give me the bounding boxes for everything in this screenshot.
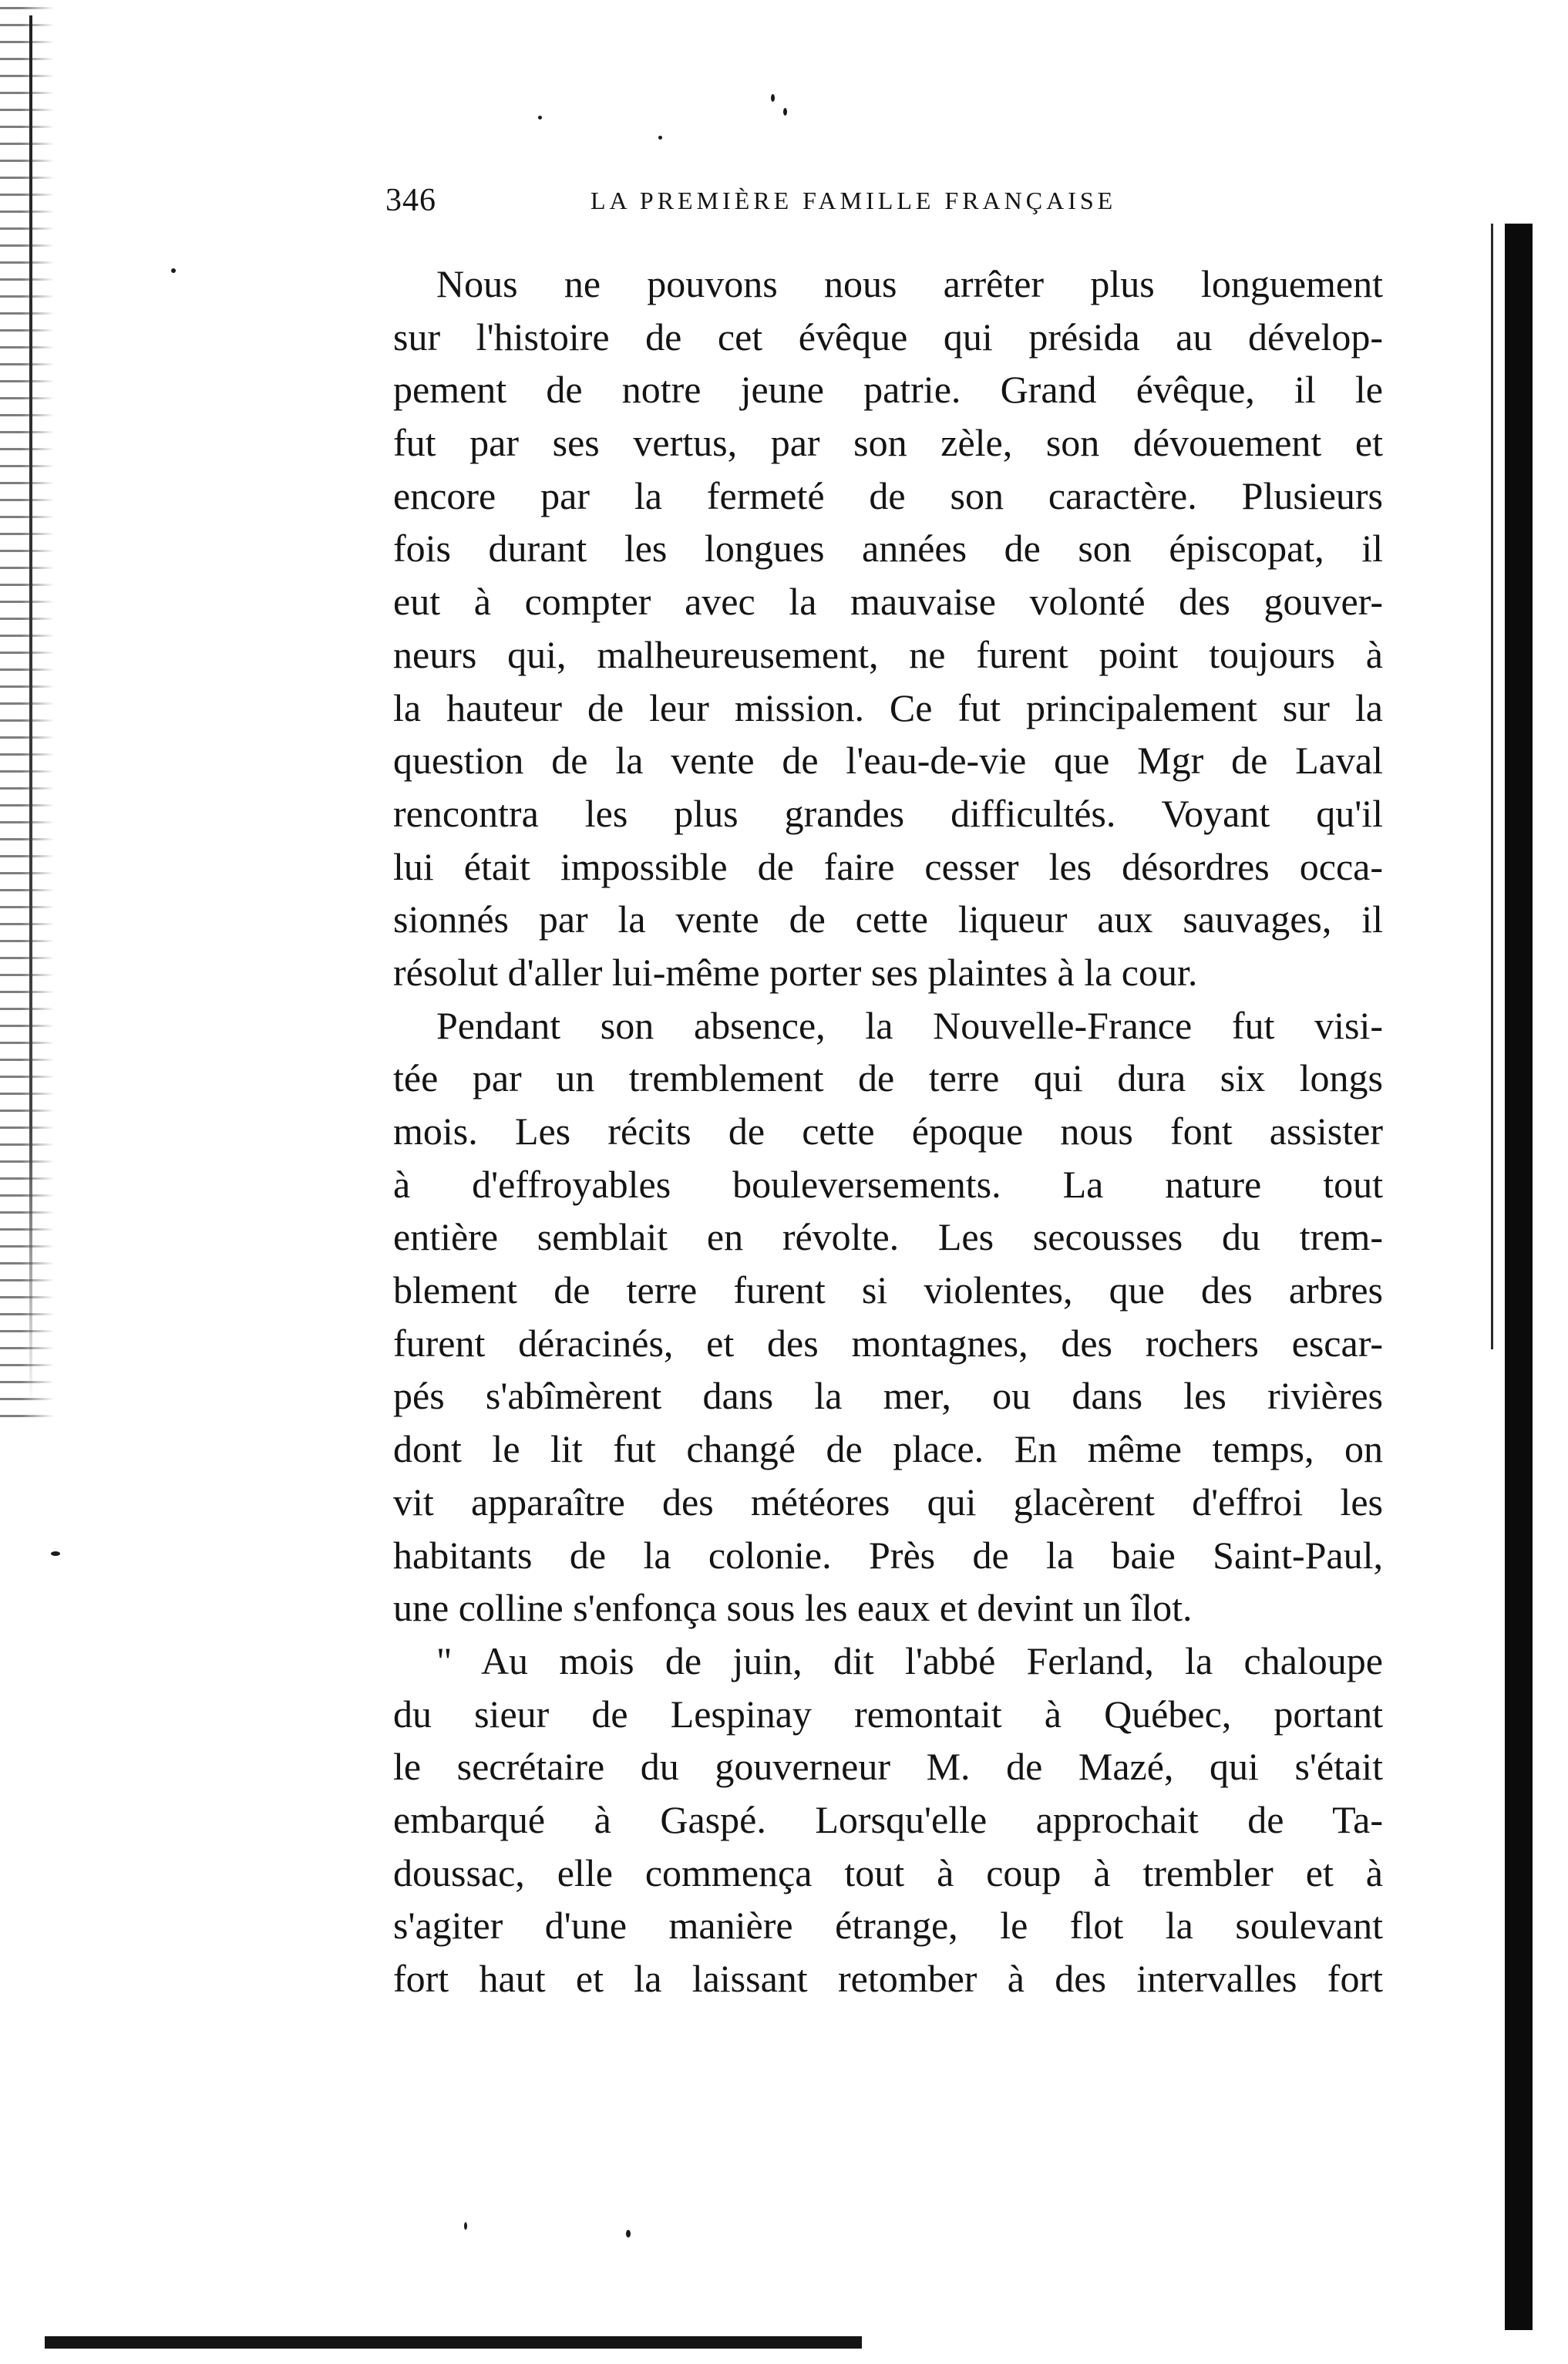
text-line: à d'effroyables bouleversements. La nature tout <box>393 1162 1383 1206</box>
text-line: fut par ses vertus, par son zèle, son dévouement et <box>393 421 1383 465</box>
text-line: embarqué à Gaspé. Lorsqu'elle approchait de Ta- <box>393 1797 1383 1841</box>
text-line: pement de notre jeune patrie. Grand évêque, il le <box>393 368 1383 412</box>
text-line: du sieur de Lespinay remontait à Québec, portant <box>393 1692 1383 1736</box>
text-line: fort haut et la laissant retomber à des intervalles fort <box>393 1957 1383 2000</box>
text-line: s'agiter d'une manière étrange, le flot la soulevant <box>393 1904 1383 1948</box>
text-line: " Au mois de juin, dit l'abbé Ferland, la chaloupe <box>436 1638 1383 1682</box>
text-line: mois. Les récits de cette époque nous font assister <box>393 1110 1383 1153</box>
page-right-edge-bar <box>1505 224 1533 2330</box>
text-line: encore par la fermeté de son caractère. Plusieurs <box>393 473 1383 517</box>
running-header <box>385 182 1203 228</box>
text-line: blement de terre furent si violentes, que des arbres <box>393 1268 1383 1312</box>
ink-speck <box>464 2222 467 2230</box>
page-left-binding-line <box>29 15 32 1403</box>
page-bottom-edge-bar <box>45 2336 862 2349</box>
text-line: une colline s'enfonça sous les eaux et devint un îlot. <box>393 1586 1193 1630</box>
text-line: eut à compter avec la mauvaise volonté des gouver- <box>393 580 1383 624</box>
text-line: tée par un tremblement de terre qui dura six longs <box>393 1056 1383 1100</box>
ink-speck <box>626 2230 631 2238</box>
ink-speck <box>171 268 176 273</box>
text-line: le secrétaire du gouverneur M. de Mazé, qui s'était <box>393 1745 1383 1789</box>
text-line: pés s'abîmèrent dans la mer, ou dans les rivières <box>393 1374 1383 1418</box>
text-line: sur l'histoire de cet évêque qui présida au dévelop- <box>393 315 1383 359</box>
text-line: furent déracinés, et des montagnes, des rochers escar- <box>393 1321 1383 1365</box>
text-line: sionnés par la vente de cette liqueur aux sauvages, il <box>393 897 1383 941</box>
running-title: LA PREMIÈRE FAMILLE FRANÇAISE <box>591 187 1117 214</box>
ink-speck <box>771 94 775 102</box>
text-line: doussac, elle commença tout à coup à trembler et à <box>393 1850 1383 1894</box>
text-line: la hauteur de leur mission. Ce fut principalement sur la <box>393 685 1383 729</box>
text-line: fois durant les longues années de son épiscopat, il <box>393 527 1383 571</box>
text-line: neurs qui, malheureusement, ne furent point toujours à <box>393 632 1383 676</box>
text-line: Nous ne pouvons nous arrêter plus longuement <box>436 262 1383 305</box>
text-line: habitants de la colonie. Près de la baie Saint-Paul, <box>393 1533 1383 1577</box>
ink-speck <box>538 116 542 120</box>
text-line: vit apparaître des météores qui glacèrent d'effroi les <box>393 1480 1383 1524</box>
text-line: question de la vente de l'eau-de-vie que Mgr de Laval <box>393 739 1383 783</box>
body-text <box>393 258 1383 2005</box>
ink-speck <box>658 136 662 140</box>
ink-speck <box>51 1551 60 1556</box>
text-line: entière semblait en révolte. Les secousses du trem- <box>393 1215 1383 1259</box>
ink-speck <box>783 108 787 116</box>
page-left-edge <box>0 0 54 1426</box>
page-number: 346 <box>385 183 436 218</box>
text-line: lui était impossible de faire cesser les désordres occa- <box>393 844 1383 888</box>
page-right-thin-line <box>1491 224 1493 1349</box>
text-line: Pendant son absence, la Nouvelle-France fut visi- <box>436 1003 1383 1047</box>
text-line: rencontra les plus grandes difficultés. Voyant qu'il <box>393 791 1383 835</box>
text-line: dont le lit fut changé de place. En même temps, on <box>393 1427 1383 1471</box>
text-line: résolut d'aller lui-même porter ses plaintes à la cour. <box>393 950 1198 994</box>
